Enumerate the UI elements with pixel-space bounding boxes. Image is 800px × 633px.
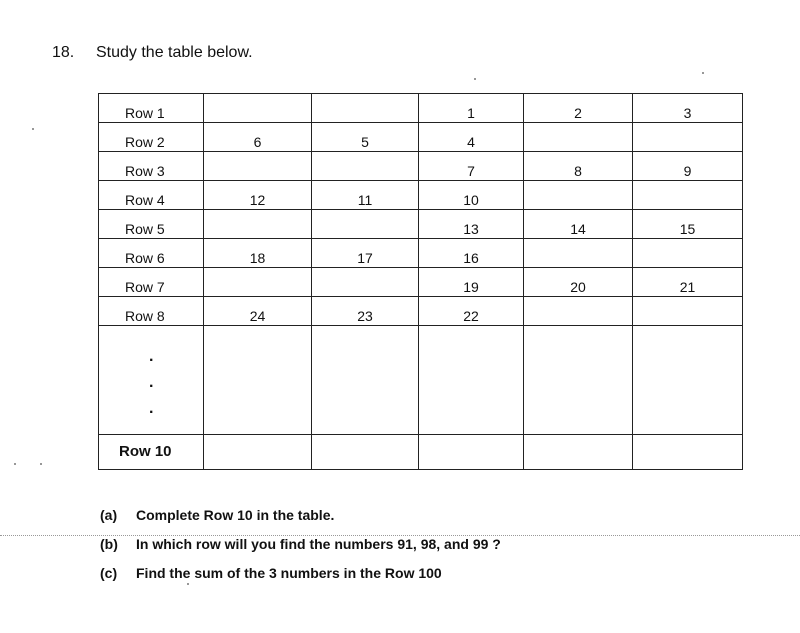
table-cell: 23 xyxy=(312,297,419,326)
table-cell xyxy=(633,239,743,268)
table-cell xyxy=(312,94,419,123)
table-body xyxy=(99,94,743,470)
answer-cell[interactable] xyxy=(633,435,743,470)
table-cell: 24 xyxy=(204,297,312,326)
table-cell: 18 xyxy=(204,239,312,268)
table-cell: 7 xyxy=(419,152,524,181)
sub-question-letter: (c) xyxy=(100,564,118,581)
row-label: Row 10 xyxy=(99,435,204,470)
row-label: Row 1 xyxy=(99,94,204,123)
table-cell xyxy=(524,181,633,210)
row-label: Row 2 xyxy=(99,123,204,152)
dot: · xyxy=(149,378,155,395)
table-cell xyxy=(312,268,419,297)
table-cell: 4 xyxy=(419,123,524,152)
table-cell: 10 xyxy=(419,181,524,210)
table-cell: 15 xyxy=(633,210,743,239)
table-cell: 22 xyxy=(419,297,524,326)
row-label: Row 6 xyxy=(99,239,204,268)
table-cell: 20 xyxy=(524,268,633,297)
table-cell: 3 xyxy=(633,94,743,123)
table-cell: 19 xyxy=(419,268,524,297)
table-cell: 1 xyxy=(419,94,524,123)
question-number: 18. xyxy=(52,44,75,61)
table-cell: 21 xyxy=(633,268,743,297)
sub-question-text: Complete Row 10 in the table. xyxy=(136,506,335,523)
table-row xyxy=(99,268,743,297)
table-cell xyxy=(204,326,312,435)
table-cell xyxy=(524,123,633,152)
table-cell xyxy=(204,94,312,123)
row-label: Row 4 xyxy=(99,181,204,210)
sub-question-text: Find the sum of the 3 numbers in the Row 100 xyxy=(136,564,442,581)
continuation-dots-cell xyxy=(99,326,204,435)
table-cell: 2 xyxy=(524,94,633,123)
table-cell: 12 xyxy=(204,181,312,210)
sub-question-a xyxy=(100,500,501,529)
table-cell xyxy=(204,152,312,181)
dot: · xyxy=(149,404,155,421)
table-cell: 6 xyxy=(204,123,312,152)
answer-cell[interactable] xyxy=(312,435,419,470)
row-label: Row 5 xyxy=(99,210,204,239)
scan-speck xyxy=(702,72,704,74)
scan-speck xyxy=(32,128,34,130)
sub-questions xyxy=(100,500,501,587)
table-cell xyxy=(312,152,419,181)
table-cell xyxy=(312,326,419,435)
table-cell: 8 xyxy=(524,152,633,181)
sub-question-c xyxy=(100,558,501,587)
table-row xyxy=(99,123,743,152)
table-cell: 17 xyxy=(312,239,419,268)
table-cell: 13 xyxy=(419,210,524,239)
table-cell: 9 xyxy=(633,152,743,181)
table-cell xyxy=(204,210,312,239)
sub-question-letter: (a) xyxy=(100,506,118,523)
table-row xyxy=(99,210,743,239)
table-cell xyxy=(633,326,743,435)
table-row xyxy=(99,94,743,123)
sub-question-b xyxy=(100,529,501,558)
dot: · xyxy=(149,352,155,369)
table-cell xyxy=(524,239,633,268)
continuation-dots xyxy=(125,326,203,426)
table-row-final xyxy=(99,435,743,470)
scan-speck xyxy=(14,463,16,465)
scan-speck xyxy=(40,463,42,465)
table-cell xyxy=(633,123,743,152)
sub-question-letter: (b) xyxy=(100,535,118,552)
row-label: Row 7 xyxy=(99,268,204,297)
table-row xyxy=(99,297,743,326)
answer-cell[interactable] xyxy=(204,435,312,470)
table-cell xyxy=(633,181,743,210)
answer-cell[interactable] xyxy=(419,435,524,470)
table-cell: 11 xyxy=(312,181,419,210)
table-row xyxy=(99,239,743,268)
table-cell: 5 xyxy=(312,123,419,152)
table-cell xyxy=(312,210,419,239)
row-label: Row 8 xyxy=(99,297,204,326)
table-cell xyxy=(524,297,633,326)
number-pattern-table xyxy=(98,93,743,470)
question-header xyxy=(52,44,253,62)
table-cell xyxy=(419,326,524,435)
table-cell xyxy=(633,297,743,326)
question-prompt: Study the table below. xyxy=(96,44,253,61)
table-cell xyxy=(524,326,633,435)
answer-cell[interactable] xyxy=(524,435,633,470)
row-label: Row 3 xyxy=(99,152,204,181)
table-cell xyxy=(204,268,312,297)
continuation-row xyxy=(99,326,743,435)
sub-question-text: In which row will you find the numbers 91, 98, and 99 ? xyxy=(136,535,501,552)
table-cell: 14 xyxy=(524,210,633,239)
table-cell: 16 xyxy=(419,239,524,268)
scan-speck xyxy=(474,78,476,80)
table-row xyxy=(99,152,743,181)
table-row xyxy=(99,181,743,210)
